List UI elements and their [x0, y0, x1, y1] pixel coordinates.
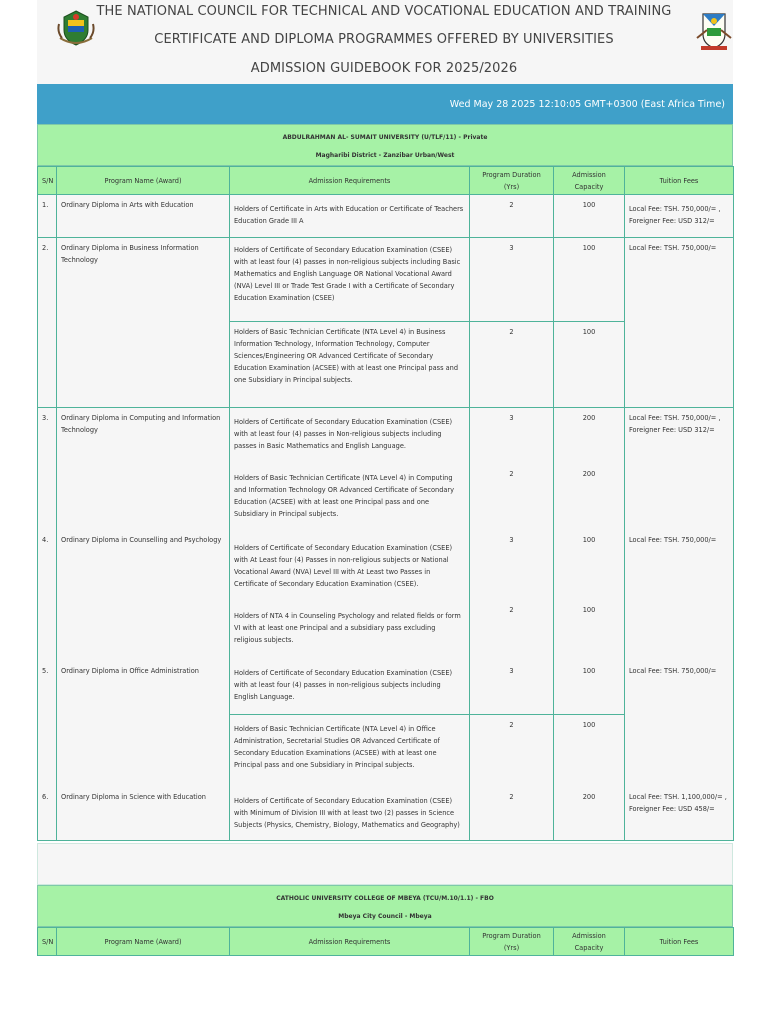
col-header-program: Program Name (Award) — [57, 167, 230, 195]
requirement-text: Holders of Certificate in Arts with Education or Certificate of Teachers Education Grade III A — [230, 195, 470, 238]
date-banner — [37, 84, 733, 124]
requirement-text: Holders of Certificate of Secondary Education Examination (CSEE) with Minimum of Division III with at least two (2) passes in Science Subjects (Physics, Chemistry, Biology, Mathematics and Geography) — [230, 789, 470, 841]
col-header-fees: Tuition Fees — [625, 167, 734, 195]
fees-cell-empty — [625, 464, 734, 534]
duration-cell: 3 — [470, 238, 554, 322]
university-location: Magharibi District - Zanzibar Urban/West — [315, 152, 455, 159]
header-title-line3: ADMISSION GUIDEBOOK FOR 2025/2026 — [250, 61, 518, 76]
requirement-text: Holders of Certificate of Secondary Education Examination (CSEE) with At Least four (4) Passes in non-religious subjects or National Vocational Award (NVA) Level III with At Least two Passes in Certificate of Secondary Education Examination (CSEE). — [230, 534, 470, 600]
programs-table — [37, 927, 734, 956]
sn-cell: 2. — [38, 238, 57, 322]
capacity-cell: 200 — [554, 789, 625, 841]
fees-cell — [625, 195, 734, 238]
section-spacer — [37, 843, 733, 885]
university-header — [37, 124, 733, 166]
header-title-line2: CERTIFICATE AND DIPLOMA PROGRAMMES OFFERED BY UNIVERSITIES — [154, 32, 614, 47]
col-header-capacity: Admission Capacity — [554, 167, 625, 195]
table-row — [38, 661, 734, 715]
sn-cell: 6. — [38, 789, 57, 841]
sn-cell-empty — [38, 600, 57, 661]
program-cell-empty — [57, 322, 230, 408]
capacity-cell: 100 — [554, 715, 625, 789]
sn-cell-empty — [38, 715, 57, 789]
foreign-fee: Foreigner Fee: USD 458/= — [629, 804, 715, 813]
requirement-text: Holders of Certificate of Secondary Education Examination (CSEE) with at least four (4) passes in non-religious subjects including English Language. — [230, 661, 470, 715]
program-cell-empty — [57, 600, 230, 661]
university-header — [37, 885, 733, 927]
sn-cell: 4. — [38, 534, 57, 600]
local-fee: Local Fee: TSH. 750,000/= , — [629, 414, 721, 422]
sn-cell: 5. — [38, 661, 57, 715]
table-row — [38, 534, 734, 600]
fees-cell — [625, 408, 734, 464]
program-name: Ordinary Diploma in Arts with Education — [57, 195, 230, 238]
col-header-sn: S/N — [38, 928, 57, 956]
table-row — [38, 600, 734, 661]
col-header-sn: S/N — [38, 167, 57, 195]
requirement-text: Holders of Certificate of Secondary Education Examination (CSEE) with at least four (4) passes in Non-religious subjects including passes in Basic Mathematics and English Language. — [230, 408, 470, 464]
capacity-cell: 100 — [554, 322, 625, 408]
fees-cell-empty — [625, 322, 734, 408]
col-header-requirements: Admission Requirements — [230, 167, 470, 195]
university-location: Mbeya City Council - Mbeya — [338, 913, 432, 920]
program-cell-empty — [57, 715, 230, 789]
duration-cell: 2 — [470, 600, 554, 661]
col-header-program: Program Name (Award) — [57, 928, 230, 956]
local-fee: Local Fee: TSH. 1,100,000/= , — [629, 792, 727, 801]
requirement-text: Holders of Basic Technician Certificate (NTA Level 4) in Office Administration, Secretarial Studies OR Advanced Certificate of Secondary Education Examinations (ACSEE) with at least one Principal pass and one Subsidiary in Principal subjects. — [230, 715, 470, 789]
table-header-row — [38, 928, 734, 956]
duration-cell: 2 — [470, 789, 554, 841]
duration-cell: 2 — [470, 322, 554, 408]
program-name: Ordinary Diploma in Office Administration — [57, 661, 230, 715]
local-fee: Local Fee: TSH. 750,000/= — [629, 244, 717, 252]
col-header-duration: Program Duration (Yrs) — [470, 928, 554, 956]
university-name: ABDULRAHMAN AL- SUMAIT UNIVERSITY (U/TLF/11) - Private — [282, 134, 488, 141]
program-cell-empty — [57, 464, 230, 534]
table-row — [38, 238, 734, 322]
capacity-cell: 100 — [554, 238, 625, 322]
date-text: Wed May 28 2025 12:10:05 GMT+0300 (East Africa Time) — [449, 99, 725, 110]
fees-cell — [625, 534, 734, 600]
fees-cell — [625, 789, 734, 841]
foreign-fee: Foreigner Fee: USD 312/= — [629, 426, 715, 434]
requirement-text: Holders of NTA 4 in Counseling Psychology and related fields or form VI with at least one Principal and a subsidiary pass excluding religious subjects. — [230, 600, 470, 661]
duration-cell: 3 — [470, 408, 554, 464]
fees-cell — [625, 661, 734, 715]
duration-cell: 3 — [470, 534, 554, 600]
table-row — [38, 195, 734, 238]
local-fee: Local Fee: TSH. 750,000/= — [629, 666, 717, 675]
local-fee: Local Fee: TSH. 750,000/= , — [629, 205, 721, 213]
requirement-text: Holders of Basic Technician Certificate (NTA Level 4) in Computing and Information Technology OR Advanced Certificate of Secondary Education (ACSEE) with at least one Principal pass and one Subsidiary in Principal subjects. — [230, 464, 470, 534]
duration-cell: 2 — [470, 195, 554, 238]
program-name: Ordinary Diploma in Counselling and Psychology — [57, 534, 230, 600]
duration-cell: 2 — [470, 464, 554, 534]
duration-cell: 3 — [470, 661, 554, 715]
capacity-cell: 100 — [554, 195, 625, 238]
fees-cell — [625, 238, 734, 322]
requirement-text: Holders of Basic Technician Certificate (NTA Level 4) in Business Information Technology, Information Technology, Computer Sciences/Engineering OR Advanced Certificate of Secondary Education Examination (ACSEE) with at least one Principal pass and one Subsidiary in Principal subjects. — [230, 322, 470, 408]
capacity-cell: 100 — [554, 534, 625, 600]
capacity-cell: 200 — [554, 408, 625, 464]
capacity-cell: 100 — [554, 661, 625, 715]
table-row — [38, 408, 734, 464]
col-header-fees: Tuition Fees — [625, 928, 734, 956]
fees-cell-empty — [625, 600, 734, 661]
col-header-duration: Program Duration (Yrs) — [470, 167, 554, 195]
capacity-cell: 100 — [554, 600, 625, 661]
capacity-cell: 200 — [554, 464, 625, 534]
sn-cell-empty — [38, 322, 57, 408]
header-title-line1: THE NATIONAL COUNCIL FOR TECHNICAL AND VOCATIONAL EDUCATION AND TRAINING — [96, 4, 672, 19]
table-row — [38, 322, 734, 408]
sn-cell-empty — [38, 464, 57, 534]
foreign-fee: Foreigner Fee: USD 312/= — [629, 217, 715, 225]
sn-cell: 1. — [38, 195, 57, 238]
program-name: Ordinary Diploma in Computing and Information Technology — [57, 408, 230, 464]
table-header-row — [38, 167, 734, 195]
duration-cell: 2 — [470, 715, 554, 789]
program-name: Ordinary Diploma in Business Information Technology — [57, 238, 230, 322]
col-header-capacity: Admission Capacity — [554, 928, 625, 956]
program-name: Ordinary Diploma in Science with Education — [57, 789, 230, 841]
fees-cell-empty — [625, 715, 734, 789]
col-header-requirements: Admission Requirements — [230, 928, 470, 956]
requirement-text: Holders of Certificate of Secondary Education Examination (CSEE) with at least four (4) passes in non-religious subjects including Basic Mathematics and English Language OR National Vocational Award (NVA) Level III or Trade Test Grade I with a Certificate of Secondary Education Examination (CSEE) — [230, 238, 470, 322]
local-fee: Local Fee: TSH. 750,000/= — [629, 535, 717, 544]
programs-table — [37, 166, 734, 841]
university-name: CATHOLIC UNIVERSITY COLLEGE OF MBEYA (TCU/M.10/1.1) - FBO — [276, 895, 494, 902]
table-row — [38, 464, 734, 534]
table-row — [38, 789, 734, 841]
table-row — [38, 715, 734, 789]
sn-cell: 3. — [38, 408, 57, 464]
